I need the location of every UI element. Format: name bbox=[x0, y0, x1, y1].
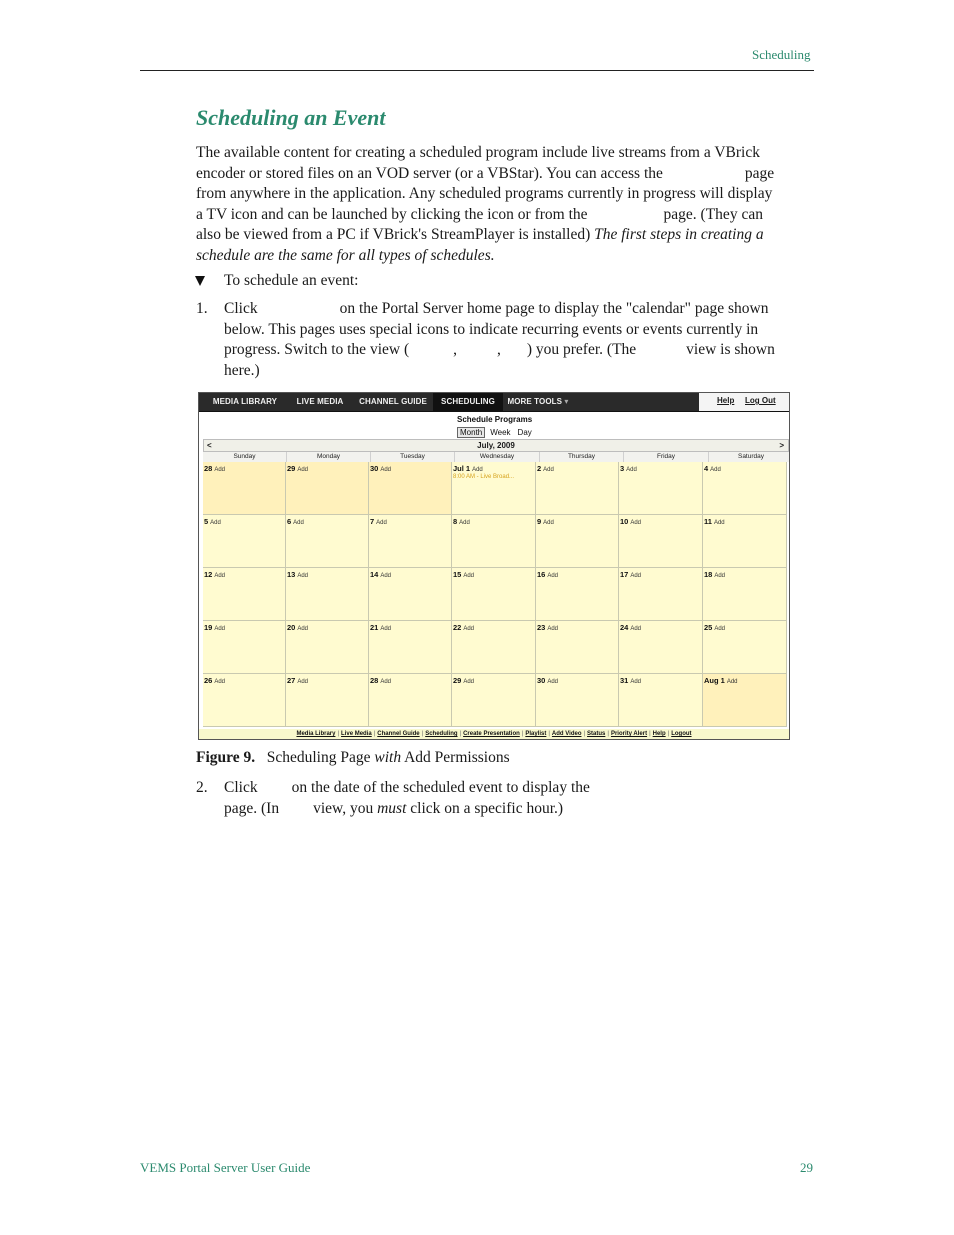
link-separator: | bbox=[459, 731, 462, 737]
nav-channel-guide[interactable]: CHANNEL GUIDE bbox=[359, 397, 427, 406]
day-number bbox=[204, 570, 225, 579]
day-number bbox=[620, 623, 641, 632]
day-number bbox=[704, 623, 725, 632]
calendar-day-cell[interactable] bbox=[369, 515, 452, 568]
day-number bbox=[287, 623, 308, 632]
add-event-link[interactable]: Add bbox=[380, 626, 392, 632]
add-event-link[interactable]: Add bbox=[380, 679, 392, 685]
day-number-label: 29 bbox=[453, 676, 462, 685]
intro-line: The first steps in creating a bbox=[594, 226, 764, 243]
add-event-link[interactable]: Add bbox=[380, 467, 392, 473]
day-number-label: 12 bbox=[204, 570, 213, 579]
add-event-link[interactable]: Add bbox=[376, 520, 387, 526]
day-number-label: 30 bbox=[537, 676, 546, 685]
intro-line: page bbox=[744, 164, 775, 182]
day-number bbox=[537, 570, 558, 579]
add-event-link[interactable]: Add bbox=[714, 626, 726, 632]
add-event-link[interactable]: Add bbox=[726, 679, 738, 685]
day-of-week-label: Thursday bbox=[540, 452, 624, 462]
figure-label: Figure 9. bbox=[196, 749, 256, 766]
add-event-link[interactable]: Add bbox=[297, 626, 309, 632]
calendar-day-cell[interactable] bbox=[286, 568, 369, 621]
add-event-link[interactable]: Add bbox=[297, 679, 309, 685]
nav-more-tools-label: MORE TOOLS bbox=[507, 397, 563, 406]
day-number-label: 24 bbox=[620, 623, 629, 632]
footer-link[interactable]: Channel Guide bbox=[377, 731, 420, 737]
step-number: 1. bbox=[196, 300, 208, 317]
footer-link[interactable]: Live Media bbox=[341, 731, 372, 737]
day-number-label: Jul 1 bbox=[453, 464, 471, 473]
help-logout-strip bbox=[699, 393, 789, 411]
day-number-label: 15 bbox=[453, 570, 462, 579]
footer-link[interactable]: Scheduling bbox=[425, 731, 458, 737]
day-number-label: 29 bbox=[287, 464, 296, 473]
day-number bbox=[453, 570, 474, 579]
nav-media-library[interactable]: MEDIA LIBRARY bbox=[212, 397, 278, 406]
link-separator: | bbox=[521, 731, 524, 737]
add-event-link[interactable]: Add bbox=[297, 573, 309, 579]
view-switcher bbox=[457, 427, 537, 438]
add-event-link[interactable]: Add bbox=[710, 467, 721, 473]
add-event-link[interactable]: Add bbox=[380, 573, 392, 579]
day-number-label: 18 bbox=[704, 570, 713, 579]
day-number bbox=[204, 623, 225, 632]
day-number-label: 22 bbox=[453, 623, 462, 632]
add-event-link[interactable]: Add bbox=[463, 626, 475, 632]
step-text: Click bbox=[224, 779, 258, 796]
day-number bbox=[453, 676, 474, 685]
calendar-day-cell[interactable] bbox=[619, 462, 703, 515]
add-event-link[interactable]: Add bbox=[214, 467, 226, 473]
link-separator: | bbox=[548, 731, 550, 737]
step-text: ) you prefer. (The bbox=[526, 341, 637, 358]
add-event-link[interactable]: Add bbox=[547, 626, 559, 632]
footer-link[interactable]: Create Presentation bbox=[463, 731, 520, 737]
link-separator: | bbox=[583, 731, 586, 737]
day-number bbox=[370, 623, 391, 632]
intro-line: from anywhere in the application. Any scheduled programs currently in progress will display bbox=[196, 185, 773, 202]
step-1-text bbox=[224, 299, 814, 381]
nav-live-media[interactable]: LIVE MEDIA bbox=[296, 397, 344, 406]
step-text: must bbox=[377, 799, 407, 817]
day-number-label: 31 bbox=[620, 676, 629, 685]
day-number-label: 9 bbox=[537, 517, 542, 526]
caption-text: Scheduling Page bbox=[266, 749, 371, 766]
day-number bbox=[620, 570, 641, 579]
schedule-programs-title: Schedule Programs bbox=[457, 415, 533, 424]
day-number bbox=[620, 464, 637, 473]
step-number: 2. bbox=[196, 779, 208, 796]
calendar-day-cell[interactable] bbox=[203, 462, 286, 515]
calendar-day-cell[interactable] bbox=[536, 621, 619, 674]
step-text: on the date of the scheduled event to display the bbox=[291, 779, 590, 796]
step-text: , bbox=[496, 341, 501, 358]
add-event-link[interactable]: Add bbox=[713, 520, 725, 526]
bullet-triangle-icon bbox=[195, 276, 205, 286]
calendar-day-cell[interactable] bbox=[452, 568, 536, 621]
top-navbar bbox=[199, 393, 789, 412]
day-number bbox=[287, 517, 304, 526]
intro-line: The available content for creating a scheduled program include live streams from a VBrick bbox=[196, 144, 760, 161]
step-text: progress. Switch to the view ( bbox=[224, 341, 410, 358]
step-text: here.) bbox=[224, 361, 260, 379]
add-event-link[interactable]: Add bbox=[459, 520, 470, 526]
step-text: , bbox=[453, 341, 457, 358]
view-week-button[interactable]: Week bbox=[490, 428, 511, 437]
month-label: July, 2009 bbox=[477, 441, 515, 450]
add-event-link[interactable]: Add bbox=[630, 626, 642, 632]
view-day-button[interactable]: Day bbox=[517, 428, 532, 437]
day-number bbox=[537, 623, 558, 632]
calendar-day-cell[interactable] bbox=[286, 674, 369, 727]
day-number-label: 30 bbox=[370, 464, 379, 473]
calendar-day-cell[interactable] bbox=[452, 621, 536, 674]
footer-links bbox=[199, 729, 789, 739]
calendar-day-cell[interactable] bbox=[286, 462, 369, 515]
add-event-link[interactable]: Add bbox=[214, 679, 226, 685]
calendar-week-row bbox=[203, 674, 787, 727]
calendar-day-cell[interactable] bbox=[703, 515, 787, 568]
day-number bbox=[704, 570, 725, 579]
day-number bbox=[204, 464, 225, 473]
day-number-label: 3 bbox=[620, 464, 625, 473]
calendar-day-cell[interactable] bbox=[369, 568, 452, 621]
calendar-day-cell[interactable] bbox=[286, 621, 369, 674]
day-number bbox=[704, 464, 721, 473]
header-rule bbox=[140, 70, 814, 71]
day-number-label: 13 bbox=[287, 570, 296, 579]
intro-line: encoder or stored files on an VOD server (or a VBStar). You can access the bbox=[196, 164, 663, 182]
day-number-label: 14 bbox=[370, 570, 379, 579]
step-text: view is shown bbox=[686, 341, 775, 358]
step-text: below. This pages uses special icons to indicate recurring events or events currently in bbox=[224, 320, 759, 338]
prev-month-button[interactable]: < bbox=[207, 441, 212, 450]
add-event-link[interactable]: Add bbox=[547, 573, 559, 579]
calendar-day-cell[interactable] bbox=[619, 674, 703, 727]
day-number bbox=[370, 676, 391, 685]
help-link[interactable]: Help bbox=[717, 396, 735, 405]
step-text: Click bbox=[224, 300, 258, 317]
calendar-week-row bbox=[203, 621, 787, 674]
add-event-link[interactable]: Add bbox=[543, 467, 554, 473]
calendar-day-cell[interactable] bbox=[536, 462, 619, 515]
calendar-day-cell[interactable] bbox=[452, 462, 536, 515]
calendar-day-cell[interactable] bbox=[619, 568, 703, 621]
day-of-week-label: Saturday bbox=[709, 452, 790, 462]
scheduled-event-link[interactable]: 8:00 AM - Live Broad... bbox=[453, 474, 515, 480]
link-separator: | bbox=[421, 731, 424, 737]
add-event-link[interactable]: Add bbox=[214, 626, 226, 632]
chevron-down-icon: ▾ bbox=[564, 397, 569, 406]
calendar-grid bbox=[203, 452, 787, 727]
link-separator: | bbox=[607, 731, 609, 737]
day-number-label: 7 bbox=[370, 517, 375, 526]
day-number-label: 25 bbox=[704, 623, 713, 632]
day-of-week-label: Sunday bbox=[203, 452, 287, 462]
calendar-day-cell[interactable] bbox=[703, 462, 787, 515]
footer-link[interactable]: Playlist bbox=[525, 731, 547, 737]
day-number bbox=[453, 464, 483, 473]
link-separator: | bbox=[667, 731, 670, 737]
day-number-label: 20 bbox=[287, 623, 296, 632]
calendar-day-cell[interactable] bbox=[286, 515, 369, 568]
day-number bbox=[620, 517, 641, 526]
step-text: page. (In bbox=[224, 799, 280, 817]
calendar-week-row bbox=[203, 462, 787, 515]
add-event-link[interactable]: Add bbox=[547, 679, 559, 685]
add-event-link[interactable]: Add bbox=[214, 573, 226, 579]
intro-line: a TV icon and can be launched by clicking the icon or from the bbox=[196, 205, 588, 223]
intro-line: page. (They can bbox=[663, 205, 763, 223]
day-of-week-label: Monday bbox=[287, 452, 371, 462]
calendar-day-cell[interactable] bbox=[703, 621, 787, 674]
day-number-label: 4 bbox=[704, 464, 709, 473]
add-event-link[interactable]: Add bbox=[714, 573, 726, 579]
add-event-link[interactable]: Add bbox=[543, 520, 554, 526]
page-number: 29 bbox=[800, 1160, 813, 1175]
intro-paragraph bbox=[196, 143, 814, 266]
add-event-link[interactable]: Add bbox=[293, 520, 304, 526]
calendar-day-cell[interactable] bbox=[703, 568, 787, 621]
footer-link[interactable]: Add Video bbox=[551, 731, 582, 737]
footer-link[interactable]: Priority Alert bbox=[610, 731, 648, 737]
calendar-day-cell[interactable] bbox=[619, 515, 703, 568]
caption-text: Add Permissions bbox=[404, 749, 510, 766]
nav-scheduling[interactable]: SCHEDULING bbox=[433, 393, 503, 411]
day-number-label: 21 bbox=[370, 623, 379, 632]
day-number bbox=[537, 676, 558, 685]
calendar-day-cell[interactable] bbox=[369, 674, 452, 727]
add-event-link[interactable]: Add bbox=[630, 520, 642, 526]
calendar-week-row bbox=[203, 515, 787, 568]
day-number bbox=[370, 517, 387, 526]
day-number-label: 19 bbox=[204, 623, 213, 632]
day-number bbox=[370, 464, 391, 473]
add-event-link[interactable]: Add bbox=[630, 679, 642, 685]
day-number bbox=[370, 570, 391, 579]
day-number-label: 5 bbox=[204, 517, 209, 526]
add-event-link[interactable]: Add bbox=[297, 467, 309, 473]
next-month-button[interactable]: > bbox=[779, 441, 784, 450]
scheduling-page-screenshot bbox=[198, 392, 790, 740]
nav-more-tools[interactable] bbox=[507, 393, 569, 411]
step-text: click on a specific hour.) bbox=[410, 799, 564, 817]
calendar-day-cell[interactable] bbox=[369, 621, 452, 674]
procedure-heading: To schedule an event: bbox=[224, 272, 359, 289]
day-number bbox=[453, 517, 470, 526]
add-event-link[interactable]: Add bbox=[463, 679, 475, 685]
calendar-day-cell[interactable] bbox=[536, 515, 619, 568]
day-number bbox=[704, 676, 738, 685]
day-number-label: 28 bbox=[370, 676, 379, 685]
section-title: Scheduling an Event bbox=[196, 105, 386, 130]
calendar-day-cell[interactable] bbox=[703, 674, 787, 727]
day-number-label: 6 bbox=[287, 517, 292, 526]
add-event-link[interactable]: Add bbox=[210, 520, 221, 526]
calendar-day-cell[interactable] bbox=[203, 515, 286, 568]
running-header: Scheduling bbox=[752, 47, 811, 62]
calendar-day-cell[interactable] bbox=[203, 674, 286, 727]
day-number-label: 16 bbox=[537, 570, 546, 579]
link-separator: | bbox=[337, 731, 340, 737]
day-number-label: 26 bbox=[204, 676, 213, 685]
view-month-button[interactable]: Month bbox=[457, 427, 485, 438]
calendar-day-cell[interactable] bbox=[203, 568, 286, 621]
day-number bbox=[287, 464, 308, 473]
calendar-day-cell[interactable] bbox=[452, 515, 536, 568]
day-number bbox=[537, 464, 554, 473]
day-number-label: 23 bbox=[537, 623, 546, 632]
day-number bbox=[453, 623, 474, 632]
day-of-week-label: Wednesday bbox=[455, 452, 540, 462]
day-number bbox=[287, 570, 308, 579]
figure-caption bbox=[196, 749, 510, 767]
calendar-day-cell[interactable] bbox=[369, 462, 452, 515]
day-of-week-label: Friday bbox=[624, 452, 709, 462]
caption-text: with bbox=[374, 749, 402, 766]
calendar-day-cell[interactable] bbox=[203, 621, 286, 674]
logout-link[interactable]: Log Out bbox=[745, 396, 776, 405]
day-number bbox=[287, 676, 308, 685]
footer-guide-title: VEMS Portal Server User Guide bbox=[140, 1160, 311, 1175]
day-of-week-header bbox=[203, 452, 787, 462]
calendar-day-cell[interactable] bbox=[452, 674, 536, 727]
calendar-week-row bbox=[203, 568, 787, 621]
day-number-label: 28 bbox=[204, 464, 213, 473]
add-event-link[interactable]: Add bbox=[630, 573, 642, 579]
day-number bbox=[704, 517, 725, 526]
intro-line: also be viewed from a PC if VBrick's StreamPlayer is installed) bbox=[196, 226, 591, 243]
day-number-label: 11 bbox=[704, 517, 712, 526]
add-event-link[interactable]: Add bbox=[463, 573, 475, 579]
month-navigation-bar bbox=[203, 439, 789, 452]
calendar-day-cell[interactable] bbox=[619, 621, 703, 674]
link-separator: | bbox=[373, 731, 376, 737]
link-separator: | bbox=[649, 731, 651, 737]
intro-line: schedule are the same for all types of schedules. bbox=[196, 246, 495, 264]
footer-link[interactable]: Media Library bbox=[296, 731, 336, 737]
footer-link[interactable]: Status bbox=[587, 731, 606, 737]
day-number-label: 17 bbox=[620, 570, 629, 579]
day-number-label: 27 bbox=[287, 676, 296, 685]
day-number bbox=[620, 676, 641, 685]
add-event-link[interactable]: Add bbox=[472, 467, 483, 473]
day-of-week-label: Tuesday bbox=[371, 452, 455, 462]
day-number-label: 8 bbox=[453, 517, 458, 526]
step-2-text bbox=[224, 778, 814, 819]
day-number bbox=[204, 676, 225, 685]
footer-link[interactable]: Logout bbox=[671, 731, 692, 737]
add-event-link[interactable]: Add bbox=[626, 467, 637, 473]
day-number bbox=[204, 517, 221, 526]
footer-link[interactable]: Help bbox=[652, 731, 666, 737]
calendar-day-cell[interactable] bbox=[536, 674, 619, 727]
day-number-label: Aug 1 bbox=[704, 676, 725, 685]
step-text: view, you bbox=[313, 799, 374, 817]
day-number-label: 10 bbox=[620, 517, 629, 526]
step-text: on the Portal Server home page to display the "calendar" page shown bbox=[339, 300, 769, 317]
calendar-day-cell[interactable] bbox=[536, 568, 619, 621]
day-number-label: 2 bbox=[537, 464, 542, 473]
day-number bbox=[537, 517, 554, 526]
